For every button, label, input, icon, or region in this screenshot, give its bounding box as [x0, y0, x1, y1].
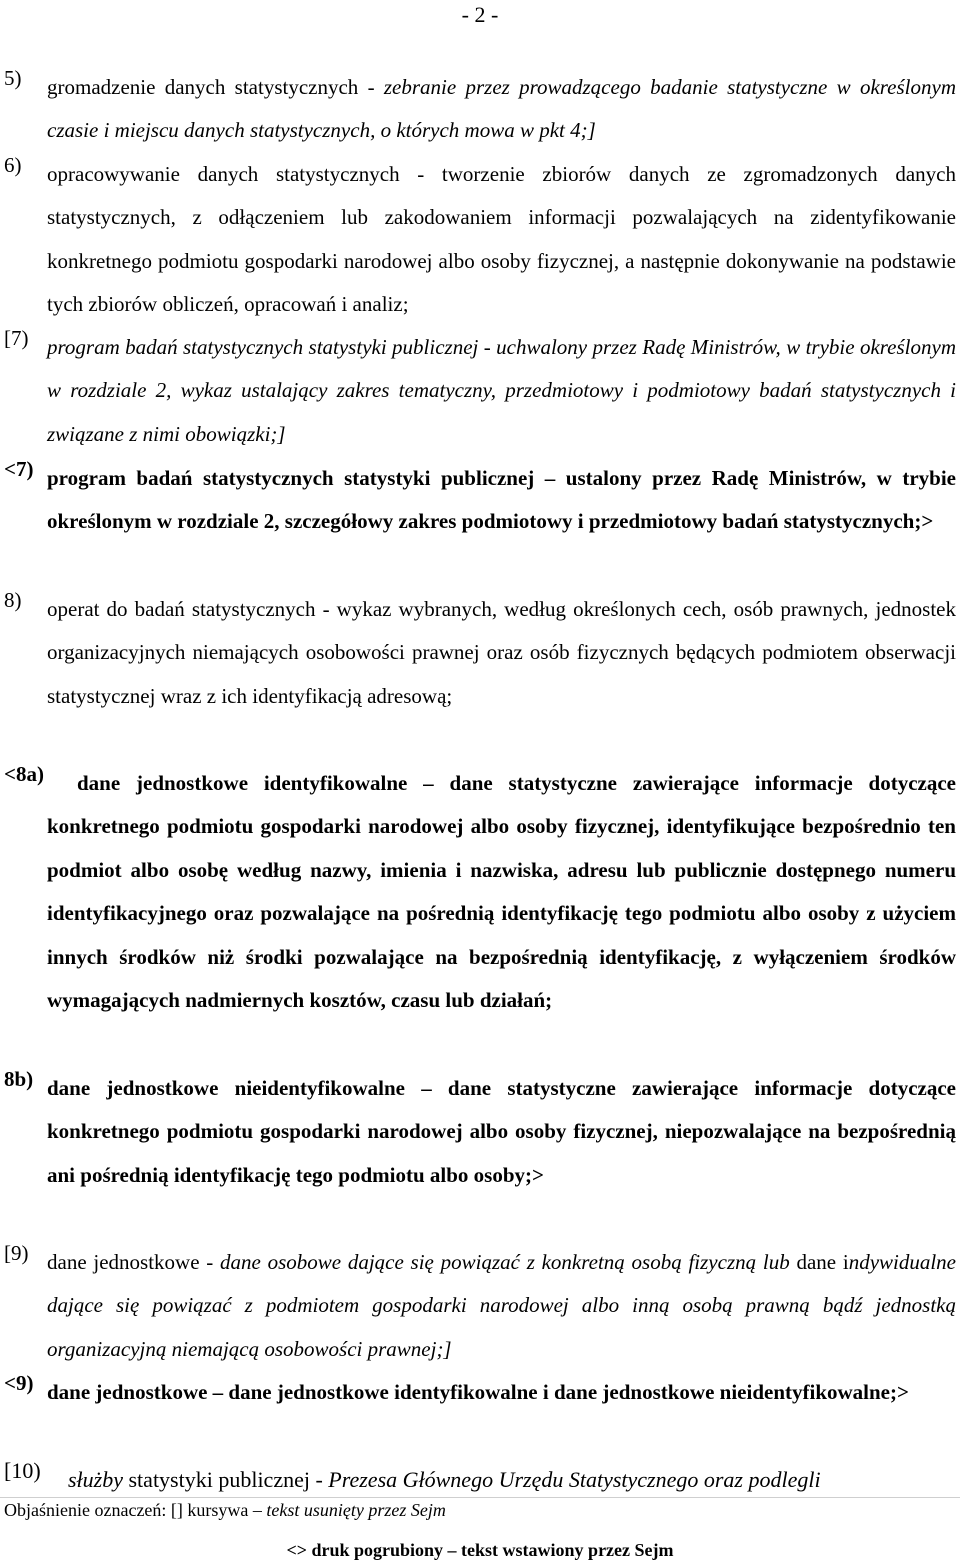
item-text: operat do badań statystycznych - wykaz wybranych, według określonych cech, osób prawnych, jednostek organizacyjnych niemających osobowości prawnej oraz osób fizycznych będących podmiotem obserwacji statystycznej wraz z ich identyfikacją adresową; [47, 597, 956, 708]
item-text-inserted-bold: dane jednostkowe identyfikowalne – dane statystyczne zawierające informacje dotyczące konkretnego podmiotu gospodarki narodowej albo osoby fizycznej, identyfikujące bezpośrednio ten podmiot albo osobę według nazwy, imienia i nazwiska, adresu lub publicznie dostępnego numeru identyfikacyjnego oraz pozwalające na pośrednią identyfikację tego podmiotu albo osoby z użyciem innych środków niż środki pozwalające na bezpośrednią identyfikację, z wyłączeniem środków wymagających nadmiernych kosztów, czasu lub działań; [47, 771, 956, 1013]
item-marker: <7) [4, 457, 34, 481]
definition-item-8 [0, 588, 960, 718]
item-marker: [10) [4, 1458, 41, 1483]
item-text-inserted-bold: dane jednostkowe nieidentyfikowalne – dane statystyczne zawierające informacje dotyczące konkretnego podmiotu gospodarki narodowej albo osoby fizycznej, niepozwalające na bezpośrednią ani pośrednią identyfikację tego podmiotu albo osoby;> [47, 1076, 956, 1187]
item-text-inserted-bold: dane jednostkowe – dane jednostkowe identyfikowalne i dane jednostkowe nieidentyfikowalne;> [47, 1380, 909, 1404]
item-marker: 8b) [4, 1067, 34, 1091]
legend-prefix: Objaśnienie oznaczeń: [4, 1500, 167, 1520]
definition-item-9-inserted [0, 1371, 960, 1414]
legend-italic-marks: [] kursywa [170, 1500, 249, 1520]
item-marker: <8a) [4, 762, 44, 786]
item-text-deleted-italic: zebranie przez prowadzącego badanie statystyczne w określonym czasie i miejscu danych statystycznych, o których mowa w pkt 4;] [47, 75, 956, 143]
page-number: - 2 - [461, 2, 499, 27]
item-text-deleted-italic: służby [68, 1467, 123, 1492]
item-text-regular: statystyki publicznej - [123, 1467, 329, 1492]
legend-line-1 [4, 1498, 959, 1522]
definition-item-8a-inserted [0, 762, 960, 1022]
item-text-regular: dane i [796, 1250, 849, 1274]
item-marker: [7) [4, 326, 29, 350]
item-text-deleted-italic: program badań statystycznych statystyki publicznej - uchwalony przez Radę Ministrów, w trybie określonym w rozdziale 2, wykaz ustalający zakres tematyczny, przedmiotowy i podmiotowy badań statystycznych i związane z nimi obowiązki;] [47, 335, 956, 446]
definition-item-7-inserted [0, 457, 960, 544]
item-text-deleted-italic: Prezesa Głównego Urzędu Statystycznego oraz podlegli [328, 1467, 821, 1492]
item-marker: 5) [4, 66, 22, 90]
item-text: opracowywanie danych statystycznych - tworzenie zbiorów danych ze zgromadzonych danych statystycznych, z odłączeniem lub zakodowaniem informacji pozwalających na zidentyfikowanie konkretnego podmiotu gospodarki narodowej albo osoby fizycznej, a następnie dokonywanie na podstawie tych zbiorów obliczeń, opracowań i analiz; [47, 162, 956, 317]
definition-item-7-deleted [0, 326, 960, 456]
item-marker: 6) [4, 153, 22, 177]
item-marker: [9) [4, 1241, 29, 1265]
item-text-regular: gromadzenie danych statystycznych - [47, 75, 384, 99]
definition-item-8b-inserted [0, 1067, 960, 1197]
item-text-regular: dane jednostkowe - [47, 1250, 221, 1274]
item-text [68, 1458, 956, 1501]
item-marker: 8) [4, 588, 22, 612]
item-text-inserted-bold: program badań statystycznych statystyki publicznej – ustalony przez Radę Ministrów, w trybie określonym w rozdziale 2, szczegółowy zakres podmiotowy i przedmiotowy badań statystycznych;> [47, 466, 956, 534]
definition-item-10 [0, 1458, 960, 1501]
item-text-deleted-italic: ndywidualne dające się powiązać z podmiotem gospodarki narodowej albo inną osobą prawną bądź jednostką organizacyjną niemającą osobowości prawnej;] [47, 1250, 957, 1361]
definition-item-6 [0, 153, 960, 327]
item-text [47, 1241, 956, 1371]
legend-line-2: <> druk pogrubiony – tekst wstawiony przez Sejm [286, 1540, 674, 1560]
definition-item-9-deleted [0, 1241, 960, 1371]
item-text-deleted-italic: dane osobowe dające się powiązać z konkretną osobą fizyczną lub [220, 1250, 790, 1274]
item-marker: <9) [4, 1371, 34, 1395]
legend-dash: – [248, 1500, 267, 1520]
item-text [47, 66, 956, 153]
legend-italic-description: tekst usunięty przez Sejm [266, 1500, 446, 1520]
definition-item-5 [0, 66, 960, 153]
